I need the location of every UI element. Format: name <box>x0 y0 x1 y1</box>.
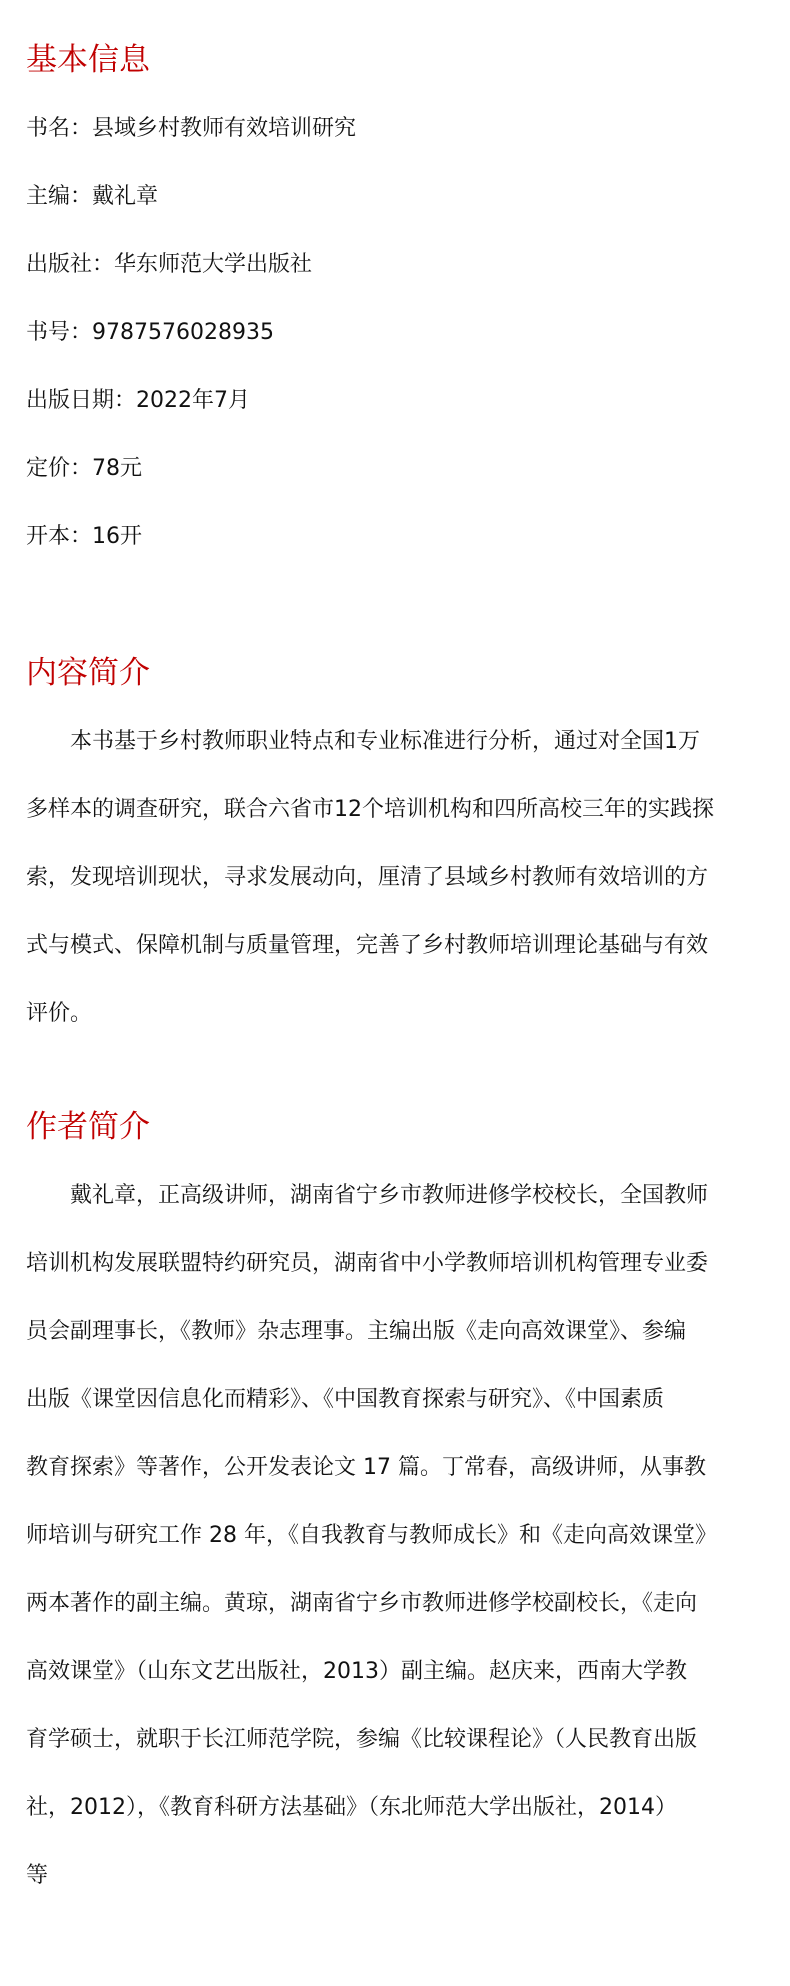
intro-line: 多样本的调查研究，联合六省市12个培训机构和四所高校三年的实践探 <box>26 797 714 822</box>
intro-line: 评价。 <box>26 1001 93 1026</box>
author-line: 出版《课堂因信息化而精彩》、《中国教育探索与研究》、《中国素质 <box>26 1387 665 1412</box>
author-intro-heading: 作者简介 <box>26 1109 150 1145</box>
info-editor: 主编：戴礼章 <box>26 184 159 209</box>
info-book-name: 书名：县域乡村教师有效培训研究 <box>26 116 357 141</box>
author-line: 社，2012），《教育科研方法基础》（东北师范大学出版社，2014） <box>26 1795 677 1820</box>
author-line: 两本著作的副主编。黄琼，湖南省宁乡市教师进修学校副校长，《走向 <box>26 1591 698 1616</box>
author-line: 培训机构发展联盟特约研究员，湖南省中小学教师培训机构管理专业委 <box>26 1251 709 1276</box>
author-line: 教育探索》等著作，公开发表论文 17 篇。丁常春，高级讲师，从事教 <box>26 1455 706 1480</box>
intro-line: 索，发现培训现状，寻求发展动向，厘清了县域乡村教师有效培训的方 <box>26 865 709 890</box>
author-line: 高效课堂》（山东文艺出版社，2013）副主编。赵庆来，西南大学教 <box>26 1659 687 1684</box>
info-format: 开本：16开 <box>26 524 142 549</box>
author-line: 等 <box>26 1863 49 1888</box>
author-line: 员会副理事长，《教师》杂志理事。主编出版《走向高效课堂》、参编 <box>26 1319 687 1344</box>
intro-line: 本书基于乡村教师职业特点和专业标准进行分析，通过对全国1万 <box>70 729 700 754</box>
info-isbn: 书号：9787576028935 <box>26 320 274 345</box>
intro-line: 式与模式、保障机制与质量管理，完善了乡村教师培训理论基础与有效 <box>26 933 709 958</box>
author-line: 戴礼章，正高级讲师，湖南省宁乡市教师进修学校校长，全国教师 <box>70 1183 709 1208</box>
content-intro-text <box>26 708 766 1048</box>
author-intro-text <box>26 1162 766 1910</box>
info-price: 定价：78元 <box>26 456 142 481</box>
info-publish-date: 出版日期：2022年7月 <box>26 388 250 413</box>
basic-info-heading: 基本信息 <box>26 42 150 78</box>
content-intro-heading: 内容简介 <box>26 655 150 691</box>
basic-info-list <box>26 114 356 590</box>
author-line: 师培训与研究工作 28 年，《自我教育与教师成长》和《走向高效课堂》 <box>26 1523 717 1548</box>
author-line: 育学硕士，就职于长江师范学院，参编《比较课程论》（人民教育出版 <box>26 1727 698 1752</box>
info-publisher: 出版社：华东师范大学出版社 <box>26 252 313 277</box>
